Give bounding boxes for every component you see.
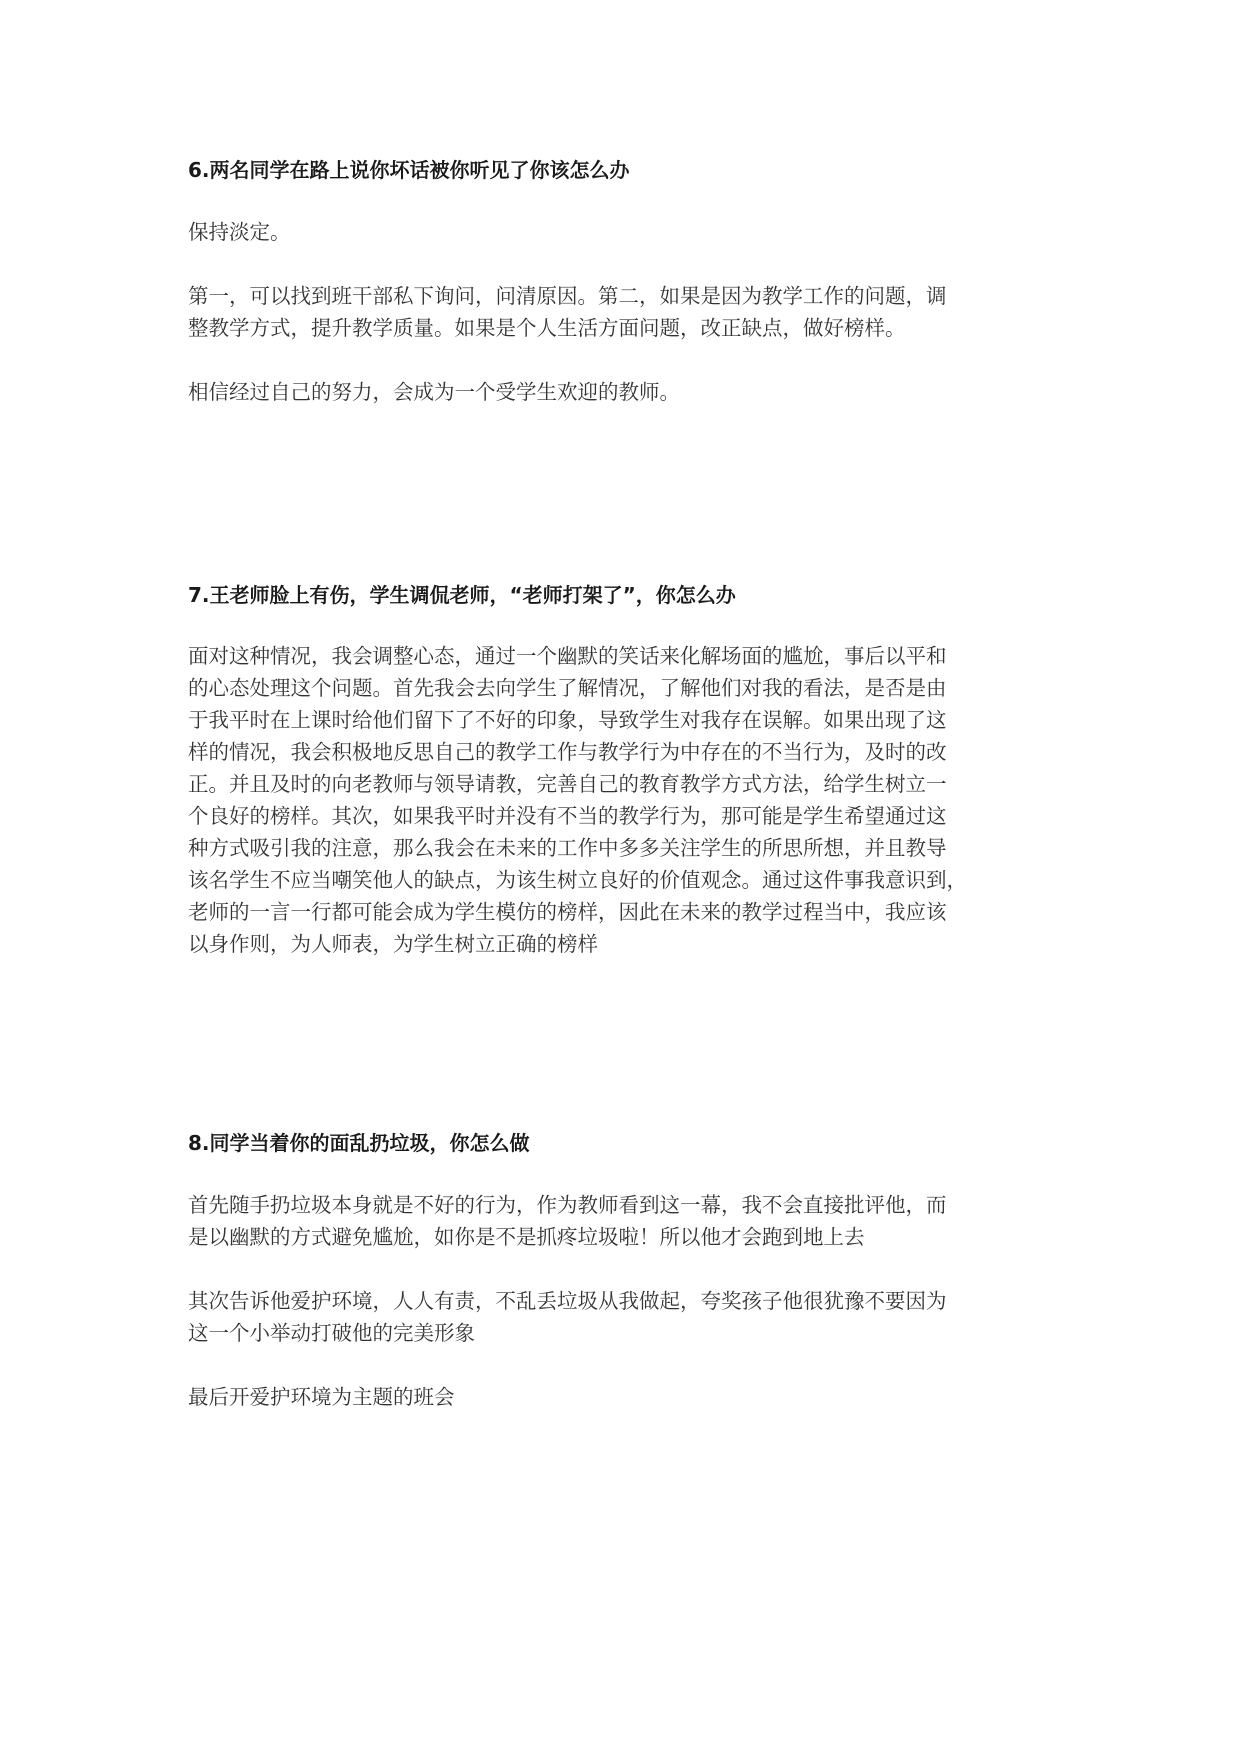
section-8-paragraph-1 [188, 1189, 947, 1253]
section-7-paragraph-1 [188, 640, 967, 960]
paragraph-line: 老师的一言一行都可能会成为学生模仿的榜样，因此在未来的教学过程当中，我应该 [188, 900, 947, 924]
section-8-paragraph-3 [188, 1381, 455, 1413]
paragraph-line: 保持淡定。 [188, 220, 291, 244]
paragraph-line: 面对这种情况，我会调整心态，通过一个幽默的笑话来化解场面的尴尬，事后以平和 [188, 644, 947, 668]
section-6-paragraph-3 [188, 376, 680, 408]
paragraph-line: 样的情况，我会积极地反思自己的教学工作与教学行为中存在的不当行为，及时的改 [188, 740, 947, 764]
paragraph-line: 其次告诉他爱护环境，人人有责，不乱丢垃圾从我做起，夸奖孩子他很犹豫不要因为 [188, 1289, 947, 1313]
section-8-heading: 8.同学当着你的面乱扔垃圾，你怎么做 [188, 1131, 530, 1155]
paragraph-line: 该名学生不应当嘲笑他人的缺点，为该生树立良好的价值观念。通过这件事我意识到， [188, 868, 967, 892]
paragraph-line: 于我平时在上课时给他们留下了不好的印象，导致学生对我存在误解。如果出现了这 [188, 708, 947, 732]
paragraph-line: 以身作则，为人师表，为学生树立正确的榜样 [188, 932, 598, 956]
paragraph-line: 第一，可以找到班干部私下询问，问清原因。第二，如果是因为教学工作的问题，调 [188, 284, 947, 308]
paragraph-line: 的心态处理这个问题。首先我会去向学生了解情况，了解他们对我的看法，是否是由 [188, 676, 947, 700]
section-6-paragraph-1 [188, 216, 291, 248]
paragraph-line: 相信经过自己的努力，会成为一个受学生欢迎的教师。 [188, 380, 680, 404]
paragraph-line: 种方式吸引我的注意，那么我会在未来的工作中多多关注学生的所思所想，并且教导 [188, 836, 947, 860]
section-7-heading: 7.王老师脸上有伤，学生调侃老师，“老师打架了”，你怎么办 [188, 583, 736, 607]
paragraph-line: 首先随手扔垃圾本身就是不好的行为，作为教师看到这一幕，我不会直接批评他，而 [188, 1193, 947, 1217]
section-6-heading: 6.两名同学在路上说你坏话被你听见了你该怎么办 [188, 158, 630, 182]
paragraph-line: 正。并且及时的向老教师与领导请教，完善自己的教育教学方式方法，给学生树立一 [188, 772, 947, 796]
paragraph-line: 是以幽默的方式避免尴尬，如你是不是抓疼垃圾啦！所以他才会跑到地上去 [188, 1225, 865, 1249]
paragraph-line: 个良好的榜样。其次，如果我平时并没有不当的教学行为，那可能是学生希望通过这 [188, 804, 947, 828]
section-6-paragraph-2 [188, 280, 947, 344]
section-8-paragraph-2 [188, 1285, 947, 1349]
paragraph-line: 最后开爱护环境为主题的班会 [188, 1385, 455, 1409]
paragraph-line: 这一个小举动打破他的完美形象 [188, 1321, 475, 1345]
paragraph-line: 整教学方式，提升教学质量。如果是个人生活方面问题，改正缺点，做好榜样。 [188, 316, 906, 340]
